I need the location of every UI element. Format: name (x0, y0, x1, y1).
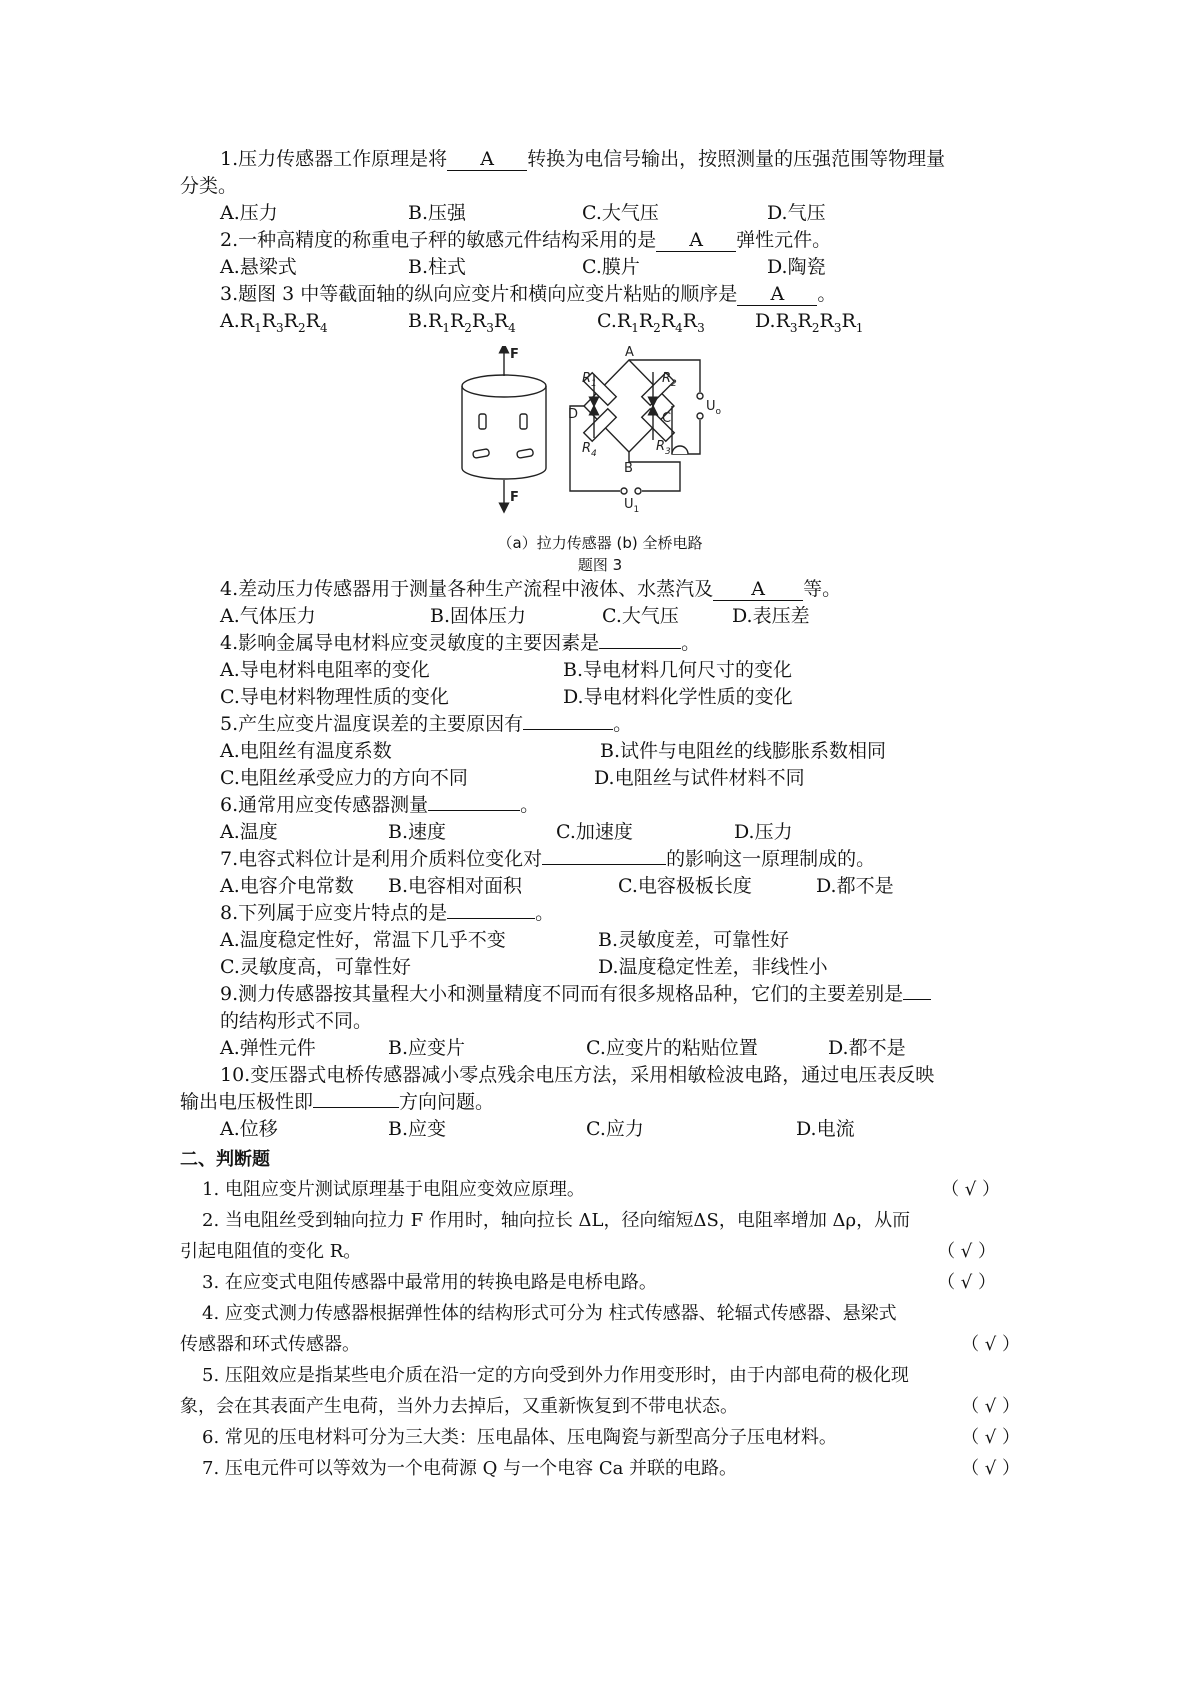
tf-item-3 (180, 1267, 1020, 1298)
tf-text: 传感器和环式传感器。 (180, 1333, 360, 1355)
option: B.灵敏度差，可靠性好 (598, 928, 790, 951)
option-c: $C.R_1R_2R_4R_3$ (597, 310, 705, 335)
question-text: 。 (613, 712, 633, 735)
question-text: 。 (681, 631, 701, 654)
tf-mark: （ √ ） (937, 1240, 996, 1262)
tf-item-4 (180, 1298, 1020, 1329)
document-page (180, 146, 1020, 1484)
option: D.都不是 (828, 1036, 906, 1059)
force-label-top: F (510, 346, 519, 362)
options-row (180, 603, 1020, 630)
answer-blank (523, 729, 613, 730)
option: B.电容相对面积 (388, 874, 523, 897)
question-9-cont: 的结构形式不同。 (220, 1009, 373, 1032)
option: B.柱式 (408, 256, 467, 278)
question-text: 3.题图 3 中等截面轴的纵向应变片和横向应变片粘贴的顺序是 (220, 283, 738, 305)
option: A.温度 (220, 820, 278, 843)
tf-item-4-cont (180, 1329, 1020, 1360)
question-text: 。 (817, 283, 837, 305)
question-text: 7.电容式料位计是利用介质料位变化对 (220, 847, 543, 870)
tf-mark: （ √ ） (961, 1426, 1020, 1448)
question-text: 的影响这一原理制成的。 (666, 847, 876, 870)
option: B.应变 (388, 1117, 447, 1140)
option: D.陶瓷 (767, 256, 826, 278)
gauge-horizontal-right (517, 448, 534, 458)
question-text: 。 (535, 901, 555, 924)
answer-blank: A (656, 229, 736, 252)
tf-text: 2. 当电阻丝受到轴向拉力 F 作用时，轴向拉长 ΔL，径向缩短ΔS，电阻率增加 Δρ，从而 (202, 1209, 911, 1231)
question-2 (180, 227, 1020, 254)
tf-mark: （ √ ） (961, 1333, 1020, 1355)
gauge-vertical-left (479, 414, 486, 429)
force-label-bottom: F (510, 489, 519, 505)
options-row (180, 1116, 1020, 1143)
tf-item-2 (180, 1205, 1020, 1236)
tf-item-1 (180, 1174, 1020, 1205)
question-text: 10.变压器式电桥传感器减小零点残余电压方法，采用相敏检波电路，通过电压表反映 (220, 1063, 935, 1086)
option: D.都不是 (816, 874, 894, 897)
answer-blank (542, 864, 666, 865)
node-a-label: A (625, 345, 634, 360)
tf-item-2-cont (180, 1236, 1020, 1267)
figure-3 (180, 346, 1020, 576)
option: B.固体压力 (430, 604, 527, 627)
option: D.电阻丝与试件材料不同 (594, 766, 805, 789)
question-10-cont (180, 1089, 1020, 1116)
options-row (180, 765, 1020, 792)
node-c-label: C (662, 410, 672, 426)
options-row (180, 254, 1020, 281)
tf-item-7 (180, 1453, 1020, 1484)
tf-mark: （ √ ） (961, 1395, 1020, 1417)
node-d-label: D (568, 406, 579, 422)
tf-item-5-cont (180, 1391, 1020, 1422)
question-9 (180, 981, 1020, 1008)
answer-blank (313, 1107, 399, 1108)
r4-label: $R_4$ (582, 440, 597, 459)
tension-sensor-cylinder (462, 347, 546, 508)
option: C.应力 (586, 1117, 644, 1140)
question-text: 转换为电信号输出，按照测量的压强范围等物理量 (527, 148, 946, 170)
question-10 (180, 1062, 1020, 1089)
question-4b (180, 630, 1020, 657)
option: A.电容介电常数 (220, 874, 354, 897)
question-1-cont: 分类。 (180, 175, 238, 197)
question-1 (180, 146, 1020, 173)
option: D.压力 (734, 820, 793, 843)
option: A.位移 (220, 1117, 278, 1140)
options-row (180, 657, 1020, 684)
tf-mark: （ √ ） (941, 1178, 1000, 1200)
answer-blank: A (713, 578, 803, 601)
tf-text: 引起电阻值的变化 R。 (180, 1240, 362, 1262)
tf-text: 象，会在其表面产生电荷，当外力去掉后，又重新恢复到不带电状态。 (180, 1395, 738, 1417)
option: A.悬梁式 (220, 256, 297, 278)
option: A.电阻丝有温度系数 (220, 739, 392, 762)
options-row (180, 873, 1020, 900)
option: C.大气压 (582, 202, 659, 224)
answer-blank (903, 999, 931, 1000)
option: B.应变片 (388, 1036, 466, 1059)
question-text: 5.产生应变片温度误差的主要原因有 (220, 712, 524, 735)
options-row (180, 200, 1020, 227)
tf-mark: （ √ ） (961, 1457, 1020, 1479)
option: C.电阻丝承受应力的方向不同 (220, 766, 468, 789)
option: A.弹性元件 (220, 1036, 316, 1059)
option: D.表压差 (732, 604, 810, 627)
question-text: 8.下列属于应变片特点的是 (220, 901, 448, 924)
tf-item-5 (180, 1360, 1020, 1391)
option: A.压力 (220, 202, 278, 224)
tf-text: 5. 压阻效应是指某些电介质在沿一定的方向受到外力作用变形时，由于内部电荷的极化现 (202, 1364, 909, 1386)
question-text: 。 (520, 793, 540, 816)
answer-blank: A (447, 148, 527, 171)
answer-blank (428, 810, 520, 811)
terminal-uo-bottom (697, 413, 703, 419)
tf-mark: （ √ ） (937, 1271, 996, 1293)
question-5 (180, 711, 1020, 738)
tf-text: 4. 应变式测力传感器根据弹性体的结构形式可分为 柱式传感器、轮辐式传感器、悬梁式 (202, 1302, 897, 1324)
question-text: 4.影响金属导电材料应变灵敏度的主要因素是 (220, 631, 600, 654)
option: D.温度稳定性差，非线性小 (598, 955, 828, 978)
r2-label: $R_2$ (662, 370, 677, 389)
r3-label: $R_3$ (656, 438, 671, 457)
answer-blank (447, 918, 535, 919)
options-row (180, 954, 1020, 981)
options-row (180, 819, 1020, 846)
tf-text: 7. 压电元件可以等效为一个电荷源 Q 与一个电容 Ca 并联的电路。 (202, 1457, 738, 1479)
question-text: 方向问题。 (399, 1090, 495, 1113)
option: A.气体压力 (220, 604, 316, 627)
question-text: 4.差动压力传感器用于测量各种生产流程中液体、水蒸汽及 (220, 577, 714, 600)
section-title: 二、判断题 (180, 1148, 270, 1170)
figure-diagram (180, 346, 1020, 576)
cylinder-top (462, 375, 546, 397)
answer-blank (599, 648, 681, 649)
question-text: 1.压力传感器工作原理是将 (220, 148, 448, 170)
r1-label: $R_1$ (582, 370, 597, 389)
question-3 (180, 281, 1020, 308)
node-b-label: B (624, 460, 633, 476)
option: D.导电材料化学性质的变化 (563, 685, 793, 708)
question-text: 等。 (803, 577, 842, 600)
question-text: 6.通常用应变传感器测量 (220, 793, 429, 816)
gauge-horizontal-left (473, 448, 490, 458)
wire-b-supply (629, 452, 680, 491)
option: A.温度稳定性好，常温下几乎不变 (220, 928, 506, 951)
question-text: 弹性元件。 (736, 229, 832, 251)
full-bridge-circuit (568, 346, 722, 515)
option: C.应变片的粘贴位置 (586, 1036, 758, 1059)
option: B.导电材料几何尺寸的变化 (563, 658, 793, 681)
option: B.速度 (388, 820, 447, 843)
tf-item-6 (180, 1422, 1020, 1453)
option: C.导电材料物理性质的变化 (220, 685, 449, 708)
question-text: 2.一种高精度的称重电子秤的敏感元件结构采用的是 (220, 229, 657, 251)
question-4a (180, 576, 1020, 603)
answer-blank: A (737, 283, 817, 306)
option: C.大气压 (602, 604, 679, 627)
options-row (180, 738, 1020, 765)
figure-caption: （a）拉力传感器 (b) 全桥电路 (497, 533, 703, 552)
question-text: 9.测力传感器按其量程大小和测量精度不同而有很多规格品种，它们的主要差别是 (220, 982, 904, 1005)
option: D.气压 (767, 202, 826, 224)
option: D.电流 (796, 1117, 855, 1140)
option: B.试件与电阻丝的线膨胀系数相同 (600, 739, 887, 762)
option: C.电容极板长度 (618, 874, 752, 897)
option: A.导电材料电阻率的变化 (220, 658, 430, 681)
options-row (180, 927, 1020, 954)
tf-text: 1. 电阻应变片测试原理基于电阻应变效应原理。 (202, 1178, 585, 1200)
question-8 (180, 900, 1020, 927)
uo-label: $U_o$ (706, 398, 722, 417)
option: B.压强 (408, 202, 467, 224)
resistor-r4 (584, 409, 617, 442)
tf-text: 6. 常见的压电材料可分为三大类：压电晶体、压电陶瓷与新型高分子压电材料。 (202, 1426, 837, 1448)
question-7 (180, 846, 1020, 873)
question-6 (180, 792, 1020, 819)
tf-text: 3. 在应变式电阻传感器中最常用的转换电路是电桥电路。 (202, 1271, 657, 1293)
option-b: $B.R_1R_2R_3R_4$ (408, 310, 516, 335)
options-row (180, 684, 1020, 711)
option-a: $A.R_1R_3R_2R_4$ (220, 310, 328, 335)
option: C.加速度 (556, 820, 633, 843)
options-row (180, 1035, 1020, 1062)
gauge-vertical-right (520, 414, 527, 429)
u1-label: $U_1$ (624, 496, 640, 515)
terminal-uo-top (697, 393, 703, 399)
option: C.膜片 (582, 256, 640, 278)
question-text: 输出电压极性即 (180, 1090, 314, 1113)
option: C.灵敏度高，可靠性好 (220, 955, 411, 978)
figure-title: 题图 3 (577, 555, 623, 574)
option-d: $D.R_3R_2R_3R_1$ (755, 310, 864, 335)
options-row (180, 308, 1020, 342)
